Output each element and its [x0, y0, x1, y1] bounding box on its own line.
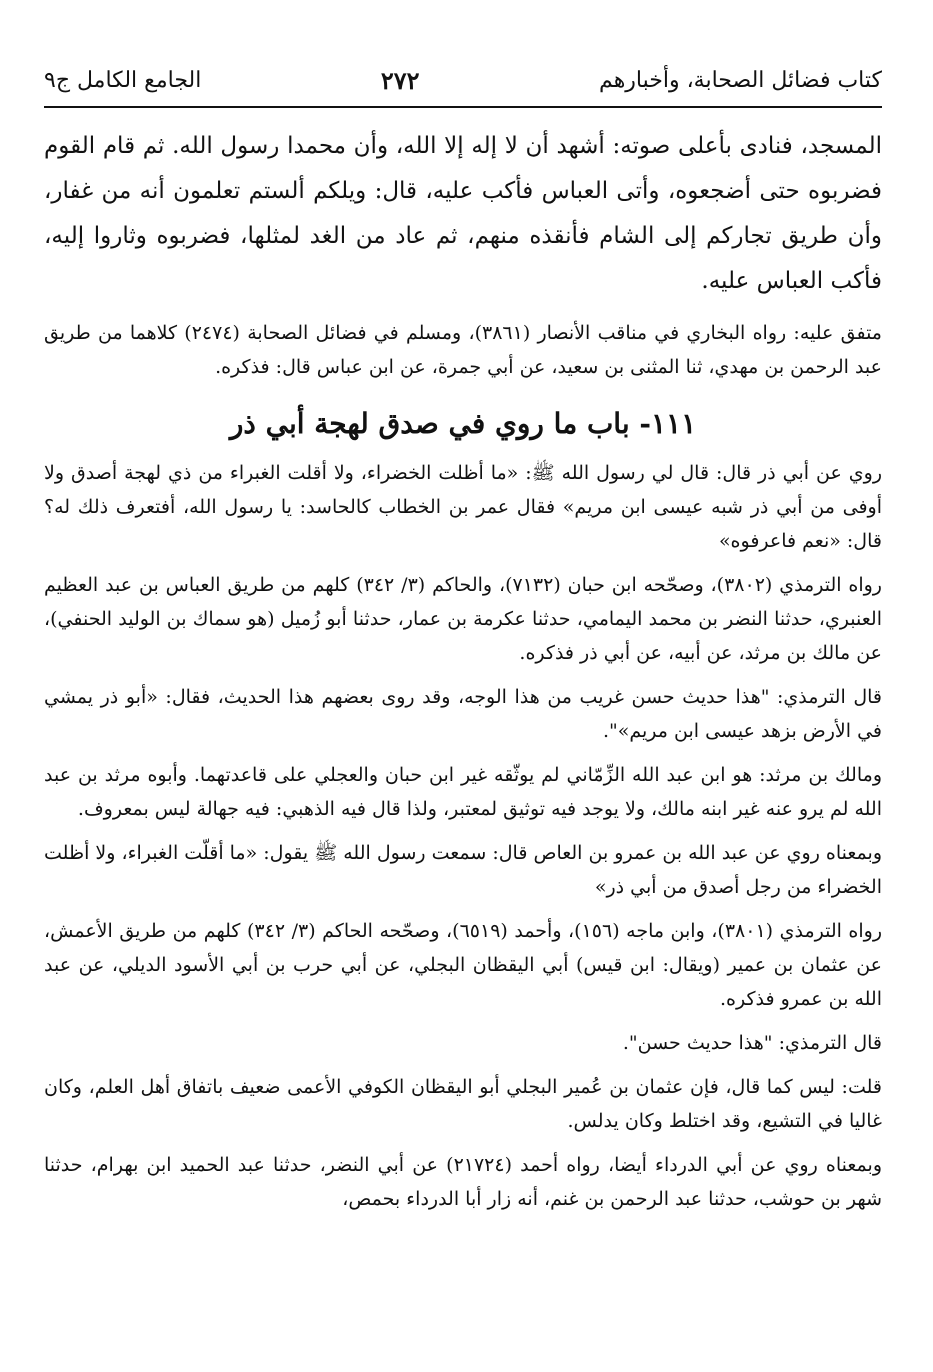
- paragraph: قال الترمذي: "هذا حديث حسن غريب من هذا الوجه، وقد روى بعضهم هذا الحديث، فقال: «أبو ذر يمشي في الأرض بزهد عيسى ابن مريم»".: [44, 686, 882, 742]
- volume-title: الجامع الكامل ج٩: [44, 68, 202, 93]
- paragraph: قال الترمذي: "هذا حديث حسن".: [622, 1032, 882, 1054]
- paragraph: ومالك بن مرثد: هو ابن عبد الله الزِّمّاني لم يوثّقه غير ابن حبان والعجلي على قاعدتهما. وأبوه مرثد بن عبد الله لم يرو عنه غير ابنه مالك، ولا يوجد فيه توثيق لمعتبر، ولذا قال فيه الذهبي: فيه جهالة ليس بمعروف.: [44, 764, 882, 820]
- page-number: ٢٧٢: [380, 66, 420, 95]
- hadith-text: المسجد، فنادى بأعلى صوته: أشهد أن لا إله إلا الله، وأن محمدا رسول الله. ثم قام القوم فضربوه حتى أضجعوه، وأتى العباس فأكب عليه، قال: ويلكم ألستم تعلمون أنه من غفار، وأن طريق تجاركم إلى الشام فأنقذه منهم، ثم عاد من الغد لمثلها، فضربوه وثاروا إليه، فأكب العباس عليه.: [44, 133, 882, 294]
- paragraph: رواه الترمذي (٣٨٠١)، وابن ماجه (١٥٦)، وأحمد (٦٥١٩)، وصحّحه الحاكم (٣/ ٣٤٢) كلهم من طريق الأعمش، عن عثمان بن عمير (ويقال: ابن قيس) أبي اليقظان البجلي، عن أبي حرب بن أبي الأسود الديلي، عن عبد الله بن عمرو فذكره.: [44, 920, 882, 1010]
- page-header: [44, 56, 882, 108]
- running-title: كتاب فضائل الصحابة، وأخبارهم: [599, 68, 882, 93]
- paragraph: روي عن أبي ذر قال: قال لي رسول الله ﷺ: «ما أظلت الخضراء، ولا أقلت الغبراء من ذي لهجة أصدق ولا أوفى من أبي ذر شبه عيسى ابن مريم» فقال عمر بن الخطاب كالحاسد: يا رسول الله، أفتعرف ذلك له؟ قال: «نعم فاعرفوه»: [44, 462, 882, 552]
- paragraph: وبمعناه روي عن أبي الدرداء أيضا، رواه أحمد (٢١٧٢٤) عن أبي النضر، حدثنا عبد الحميد ابن بهرام، حدثنا شهر بن حوشب، حدثنا عبد الرحمن بن غنم، أنه زار أبا الدرداء بحمص،: [44, 1154, 882, 1210]
- takhrij-note: متفق عليه: رواه البخاري في مناقب الأنصار (٣٨٦١)، ومسلم في فضائل الصحابة (٢٤٧٤) كلاهما من طريق عبد الرحمن بن مهدي، ثنا المثنى بن سعيد، عن أبي جمرة، عن ابن عباس قال: فذكره.: [44, 322, 882, 378]
- chapter-title: ١١١- باب ما روي في صدق لهجة أبي ذر: [229, 407, 697, 440]
- paragraph: وبمعناه روي عن عبد الله بن عمرو بن العاص قال: سمعت رسول الله ﷺ يقول: «ما أقلّت الغبراء، ولا أظلت الخضراء من رجل أصدق من أبي ذر»: [44, 842, 882, 898]
- paragraph: رواه الترمذي (٣٨٠٢)، وصحّحه ابن حبان (٧١٣٢)، والحاكم (٣/ ٣٤٢) كلهم من طريق العباس بن عبد العظيم العنبري، حدثنا النضر بن محمد اليمامي، حدثنا عكرمة بن عمار، حدثنا أبو زُميل (هو سماك بن الوليد الحنفي)، عن مالك بن مرثد، عن أبيه، عن أبي ذر فذكره.: [44, 574, 882, 664]
- paragraph: قلت: ليس كما قال، فإن عثمان بن عُمير البجلي أبو اليقظان الكوفي الأعمى ضعيف باتفاق أهل العلم، وكان غاليا في التشيع، وقد اختلط وكان يدلس.: [44, 1076, 882, 1132]
- book-page: [44, 56, 882, 1356]
